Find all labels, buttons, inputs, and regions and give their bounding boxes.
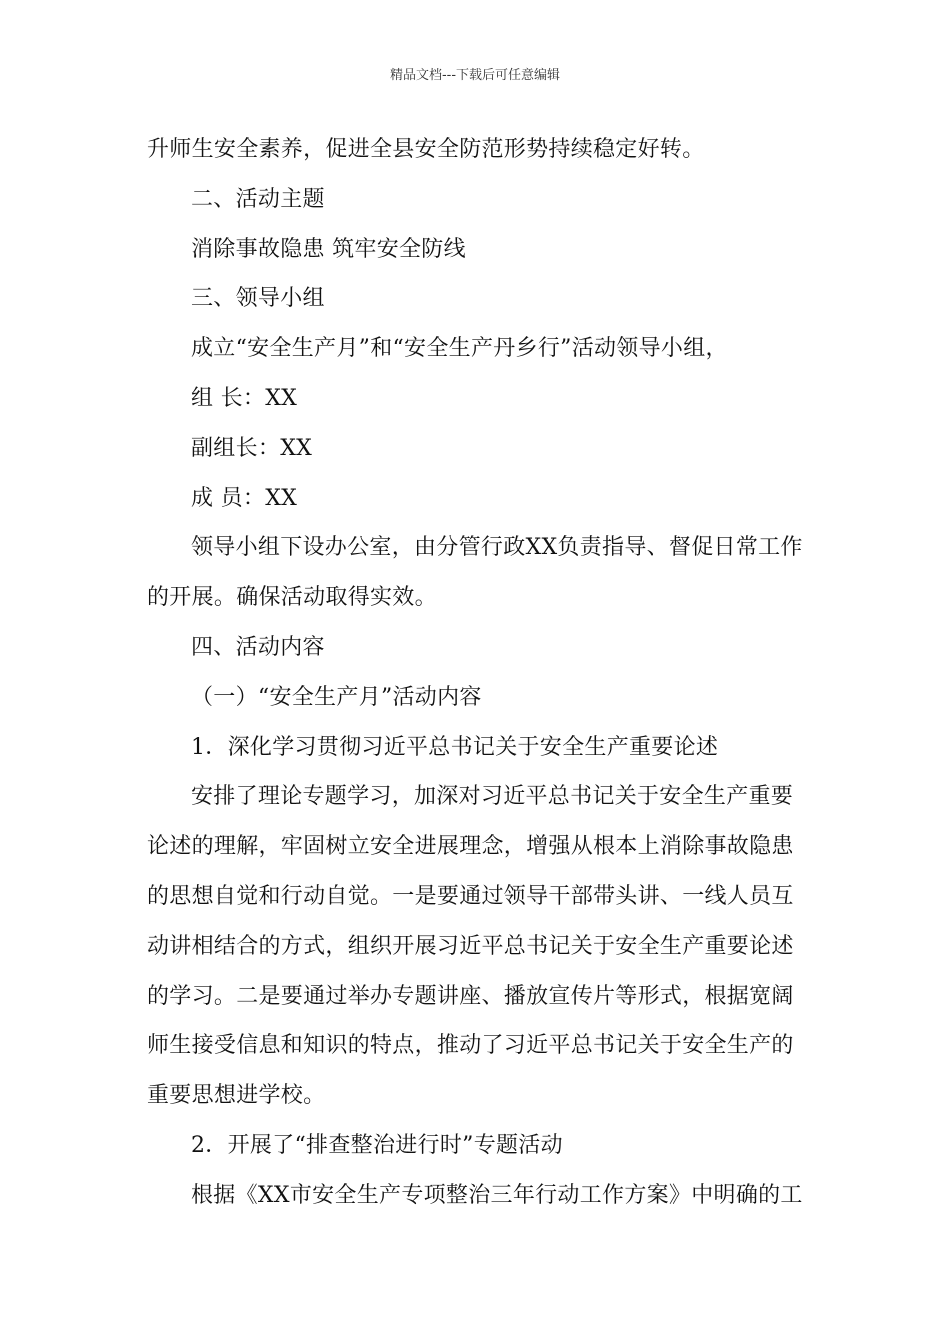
paragraph-line: 三、领导小组 bbox=[191, 286, 325, 312]
paragraph-line: （一）“安全生产月”活动内容 bbox=[191, 684, 482, 710]
paragraph-line: 组 长：XX bbox=[191, 385, 298, 411]
paragraph-line: 升师生安全素养，促进全县安全防范形势持续稳定好转。 bbox=[147, 137, 705, 162]
paragraph-line: 1．深化学习贯彻习近平总书记关于安全生产重要论述 bbox=[191, 734, 719, 760]
paragraph-line: 的开展。确保活动取得实效。 bbox=[147, 585, 437, 611]
paragraph-line: 副组长：XX bbox=[191, 435, 313, 461]
paragraph-line: 根据《XX市安全生产专项整治三年行动工作方案》中明确的工 bbox=[191, 1182, 803, 1208]
page-header: 精品文档---下载后可任意编辑 bbox=[389, 68, 561, 83]
paragraph-line: 安排了理论专题学习，加深对习近平总书记关于安全生产重要 bbox=[191, 784, 794, 810]
paragraph-line: 二、活动主题 bbox=[191, 186, 325, 212]
paragraph-line: 论述的理解，牢固树立安全进展理念，增强从根本上消除事故隐患 bbox=[147, 834, 794, 860]
paragraph-line: 领导小组下设办公室，由分管行政XX负责指导、督促日常工作 bbox=[191, 535, 803, 561]
paragraph-line: 动讲相结合的方式，组织开展习近平总书记关于安全生产重要论述 bbox=[147, 933, 794, 959]
document-body bbox=[147, 125, 807, 1221]
paragraph-line: 2．开展了“排查整治进行时”专题活动 bbox=[191, 1132, 563, 1158]
paragraph-line: 四、活动内容 bbox=[191, 634, 325, 660]
paragraph-line: 师生接受信息和知识的特点，推动了习近平总书记关于安全生产的 bbox=[147, 1033, 794, 1059]
paragraph-line: 成立“安全生产月”和“安全生产丹乡行”活动领导小组， bbox=[191, 336, 728, 362]
paragraph-line: 消除事故隐患 筑牢安全防线 bbox=[191, 236, 466, 262]
paragraph-line: 的思想自觉和行动自觉。一是要通过领导干部带头讲、一线人员互 bbox=[147, 883, 794, 909]
paragraph-line: 的学习。二是要通过举办专题讲座、播放宣传片等形式，根据宽阔 bbox=[147, 983, 794, 1009]
paragraph-line: 重要思想进学校。 bbox=[147, 1083, 326, 1109]
paragraph-line: 成 员：XX bbox=[191, 485, 298, 511]
